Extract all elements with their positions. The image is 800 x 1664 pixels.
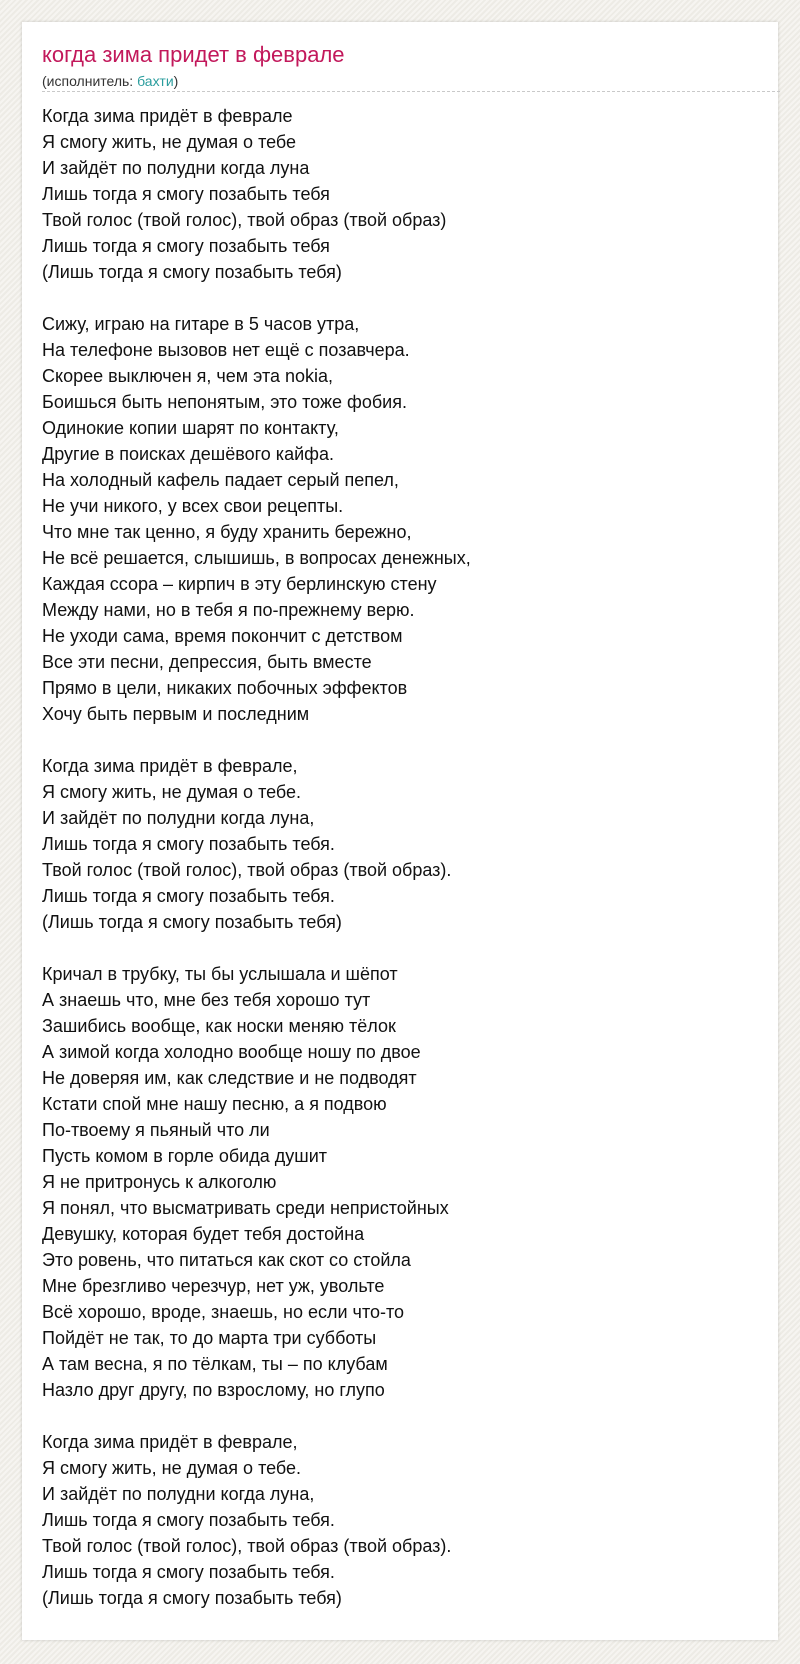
lyrics-line: А знаешь что, мне без тебя хорошо тут	[42, 990, 371, 1010]
lyrics-line: Я не притронусь к алкоголю	[42, 1172, 277, 1192]
lyrics-stanza	[42, 103, 762, 285]
lyrics-line: И зайдёт по полудни когда луна,	[42, 1484, 315, 1504]
lyrics-line: Пойдёт не так, то до марта три субботы	[42, 1328, 377, 1348]
lyrics-line: Скорее выключен я, чем эта nokia,	[42, 366, 334, 386]
lyrics-line: Я смогу жить, не думая о тебе.	[42, 1458, 302, 1478]
lyrics-line: Другие в поисках дешёвого кайфа.	[42, 444, 334, 464]
lyrics-line: Девушку, которая будет тебя достойна	[42, 1224, 365, 1244]
lyrics-line: Не учи никого, у всех свои рецепты.	[42, 496, 344, 516]
lyrics-line: Я смогу жить, не думая о тебе.	[42, 782, 302, 802]
lyrics-line: Лишь тогда я смогу позабыть тебя.	[42, 834, 335, 854]
lyrics-line: (Лишь тогда я смогу позабыть тебя)	[42, 1588, 342, 1608]
lyrics-line: И зайдёт по полудни когда луна	[42, 158, 310, 178]
lyrics-line: Все эти песни, депрессия, быть вместе	[42, 652, 372, 672]
artist-prefix: (исполнитель:	[42, 73, 138, 89]
lyrics-line: Каждая ссора – кирпич в эту берлинскую стену	[42, 574, 437, 594]
lyrics-line: Лишь тогда я смогу позабыть тебя.	[42, 886, 335, 906]
lyrics-line: Я смогу жить, не думая о тебе	[42, 132, 297, 152]
lyrics-card	[22, 22, 778, 1640]
lyrics-line: На холодный кафель падает серый пепел,	[42, 470, 399, 490]
lyrics-line: Сижу, играю на гитаре в 5 часов утра,	[42, 314, 360, 334]
lyrics-line: Лишь тогда я смогу позабыть тебя.	[42, 1562, 335, 1582]
lyrics-line: Всё хорошо, вроде, знаешь, но если что-то	[42, 1302, 405, 1322]
lyrics-line: Между нами, но в тебя я по-прежнему верю.	[42, 600, 415, 620]
lyrics-line: На телефоне вызовов нет ещё с позавчера.	[42, 340, 410, 360]
lyrics-line: По-твоему я пьяный что ли	[42, 1120, 270, 1140]
lyrics-line: Не доверяя им, как следствие и не подводят	[42, 1068, 417, 1088]
lyrics-line: Это ровень, что питаться как скот со стойла	[42, 1250, 411, 1270]
lyrics-line: Не уходи сама, время покончит с детством	[42, 626, 403, 646]
lyrics-stanza	[42, 311, 762, 727]
artist-info	[42, 72, 178, 90]
lyrics-line: Кстати спой мне нашу песню, а я подвою	[42, 1094, 387, 1114]
lyrics-body	[42, 103, 762, 1637]
lyrics-line: Твой голос (твой голос), твой образ (твой образ)	[42, 210, 447, 230]
lyrics-line: (Лишь тогда я смогу позабыть тебя)	[42, 912, 342, 932]
lyrics-line: Мне брезгливо черезчур, нет уж, увольте	[42, 1276, 385, 1296]
lyrics-stanza	[42, 753, 762, 935]
lyrics-line: Пусть комом в горле обида душит	[42, 1146, 327, 1166]
lyrics-line: А там весна, я по тёлкам, ты – по клубам	[42, 1354, 388, 1374]
lyrics-line: Зашибись вообще, как носки меняю тёлок	[42, 1016, 396, 1036]
song-title: когда зима придет в феврале	[42, 42, 345, 67]
artist-suffix: )	[173, 73, 179, 89]
lyrics-line: Хочу быть первым и последним	[42, 704, 310, 724]
lyrics-line: Не всё решается, слышишь, в вопросах денежных,	[42, 548, 471, 568]
header-divider	[42, 91, 780, 92]
lyrics-line: Когда зима придёт в феврале,	[42, 756, 298, 776]
lyrics-line: Что мне так ценно, я буду хранить бережно,	[42, 522, 412, 542]
lyrics-line: Когда зима придёт в феврале	[42, 106, 293, 126]
lyrics-line: Лишь тогда я смогу позабыть тебя	[42, 236, 330, 256]
lyrics-line: Лишь тогда я смогу позабыть тебя	[42, 184, 330, 204]
lyrics-line: Твой голос (твой голос), твой образ (твой образ).	[42, 1536, 452, 1556]
lyrics-line: Твой голос (твой голос), твой образ (твой образ).	[42, 860, 452, 880]
lyrics-line: Одинокие копии шарят по контакту,	[42, 418, 339, 438]
lyrics-line: Когда зима придёт в феврале,	[42, 1432, 298, 1452]
lyrics-line: Лишь тогда я смогу позабыть тебя.	[42, 1510, 335, 1530]
lyrics-line: (Лишь тогда я смогу позабыть тебя)	[42, 262, 342, 282]
lyrics-line: И зайдёт по полудни когда луна,	[42, 808, 315, 828]
lyrics-line: Кричал в трубку, ты бы услышала и шёпот	[42, 964, 398, 984]
lyrics-line: Боишься быть непонятым, это тоже фобия.	[42, 392, 407, 412]
lyrics-line: Назло друг другу, по взрослому, но глупо	[42, 1380, 385, 1400]
lyrics-stanza	[42, 961, 762, 1403]
lyrics-line: А зимой когда холодно вообще ношу по двое	[42, 1042, 421, 1062]
lyrics-stanza	[42, 1429, 762, 1611]
lyrics-line: Прямо в цели, никаких побочных эффектов	[42, 678, 408, 698]
artist-link[interactable]: бахти	[137, 73, 174, 89]
lyrics-line: Я понял, что высматривать среди непристойных	[42, 1198, 449, 1218]
